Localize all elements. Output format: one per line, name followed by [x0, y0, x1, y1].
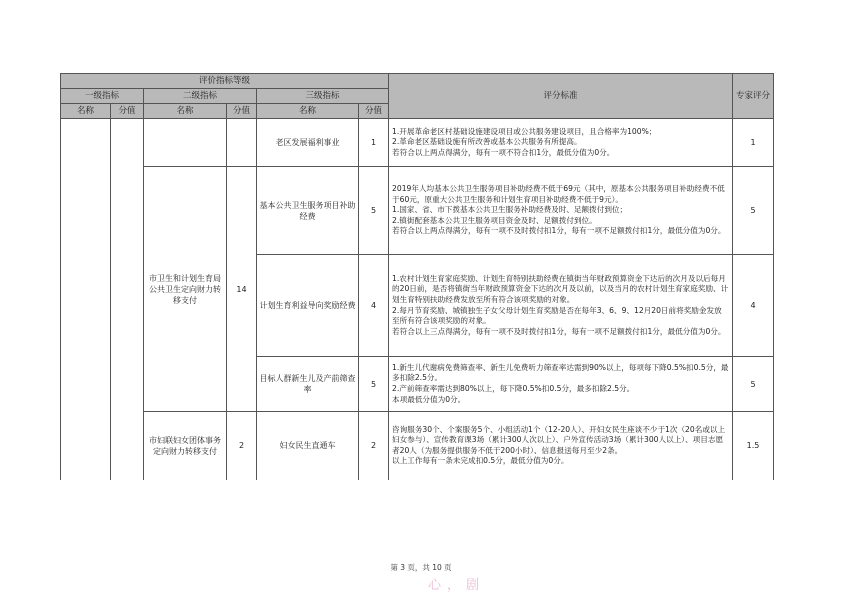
l3-score: 4	[359, 255, 389, 357]
header-level2: 二级指标	[144, 89, 257, 104]
criteria-line: 2019年人均基本公共卫生服务项目补助经费不低于69元（其中，原基本公共服务项目补助经费不低于60元，原重大公共卫生服务和计划生育项目补助经费不低于9元）。	[392, 184, 725, 204]
header-l1-score: 分值	[111, 104, 144, 119]
criteria-line: 2.每月节育奖励、城镇独生子女父母计划生育奖励是否在每年3、6、9、12月20日前将奖励金发放至所有符合该项奖励的对象。	[392, 305, 722, 326]
header-l1-name: 名称	[61, 104, 111, 119]
l3-name: 老区发展福利事业	[257, 119, 359, 167]
l2-score: 2	[227, 412, 257, 480]
l3-score: 1	[359, 119, 389, 167]
l3-score: 5	[359, 357, 389, 412]
header-level1: 一级指标	[61, 89, 144, 104]
expert-score: 5	[733, 167, 774, 255]
header-l2-name: 名称	[144, 104, 227, 119]
criteria-cell	[389, 357, 733, 412]
expert-score: 1	[733, 119, 774, 167]
header-criteria: 评分标准	[389, 74, 733, 119]
l1-name-cell	[61, 119, 111, 480]
expert-score: 1.5	[733, 412, 774, 480]
l2-name: 市卫生和计划生育局公共卫生定向财力转移支付	[144, 167, 227, 412]
seal-stamp-fragment: 心，剧	[428, 578, 486, 593]
header-l3-name: 名称	[257, 104, 359, 119]
page-number: 第 3 页，共 10 页	[390, 563, 452, 572]
criteria-line: 2.产前筛查率需达到80%以上，每下降0.5%扣0.5分，最多扣除2.5分。	[392, 384, 635, 393]
l1-score-cell	[111, 119, 144, 480]
expert-score: 5	[733, 357, 774, 412]
evaluation-table	[60, 73, 774, 480]
header-l2-score: 分值	[227, 104, 257, 119]
criteria-cell	[389, 412, 733, 480]
criteria-line: 若符合以上两点得满分，每有一项不及时拨付扣1分，每有一项不足额拨付扣1分，最低分值为0分。	[392, 226, 726, 236]
expert-score: 4	[733, 255, 774, 357]
criteria-line: 1.新生儿代谢病免费筛查率、新生儿免费听力筛查率达需到90%以上，每项每下降0.5%扣0.5分，最多扣除2.5分。	[392, 362, 729, 383]
l2-score-cell-empty	[227, 119, 257, 167]
criteria-cell	[389, 119, 733, 167]
criteria-line: 本项最低分值为0分。	[392, 394, 466, 404]
l3-name: 目标人群新生儿及产前筛查率	[257, 357, 359, 412]
header-expert-score: 专家评分	[733, 74, 774, 119]
criteria-line: 1.农村计划生育家庭奖励、计划生育特别扶助经费在镇街当年财政预算资金下达后的次月及以后每月的20日前，是否将镇街当年财政预算资金下达的次月及以前，以及当月的农村计划生育家庭奖励、计划生育特别扶助经费发放至所有符合该项奖励的对象。	[392, 273, 729, 304]
criteria-line: 2.镇街配套基本公共卫生服务项目资金及时、足额拨付到位。	[392, 215, 597, 225]
l2-score: 14	[227, 167, 257, 412]
header-level3: 三级指标	[257, 89, 389, 104]
l2-name: 市妇联妇女团体事务定向财力转移支付	[144, 412, 227, 480]
header-l3-score: 分值	[359, 104, 389, 119]
criteria-line: 1.开展革命老区村基础设施建设项目或公共服务建设项目，且合格率为100%；	[392, 126, 657, 136]
criteria-line: 咨询服务30个、个案服务5个、小组活动1个（12-20人）、开妇女民生座谈不少于1次（20名或以上妇女参与）、宣传教育课3场（累计300人次以上）、户外宣传活动3场（累计300人以上）、项目志愿者20人（为服务提供服务不低于200小时）、信息报送每月至少2条。	[392, 424, 726, 455]
criteria-line: 若符合以上三点得满分，每有一项不及时拨付扣1分，每有一项不足额拨付扣1分，最低分值为0分。	[392, 326, 726, 336]
header-indicator-levels: 评价指标等级	[61, 74, 389, 89]
l2-name-cell-empty	[144, 119, 227, 167]
l3-score: 5	[359, 167, 389, 255]
criteria-cell	[389, 255, 733, 357]
criteria-cell	[389, 167, 733, 255]
criteria-line: 2.革命老区基础设施有所改善或基本公共服务有所提高。	[392, 137, 582, 147]
criteria-line: 以上工作每有一条未完成扣0.5分，最低分值为0分。	[392, 456, 569, 466]
l3-name: 妇女民生直通车	[257, 412, 359, 480]
l3-name: 计划生育利益导向奖励经费	[257, 255, 359, 357]
criteria-line: 若符合以上两点得满分，每有一项不符合扣1分，最低分值为0分。	[392, 147, 615, 157]
l3-name: 基本公共卫生服务项目补助经费	[257, 167, 359, 255]
l3-score: 2	[359, 412, 389, 480]
criteria-line: 1.国家、省、市下拨基本公共卫生服务补助经费及时、足额拨付到位；	[392, 205, 628, 215]
